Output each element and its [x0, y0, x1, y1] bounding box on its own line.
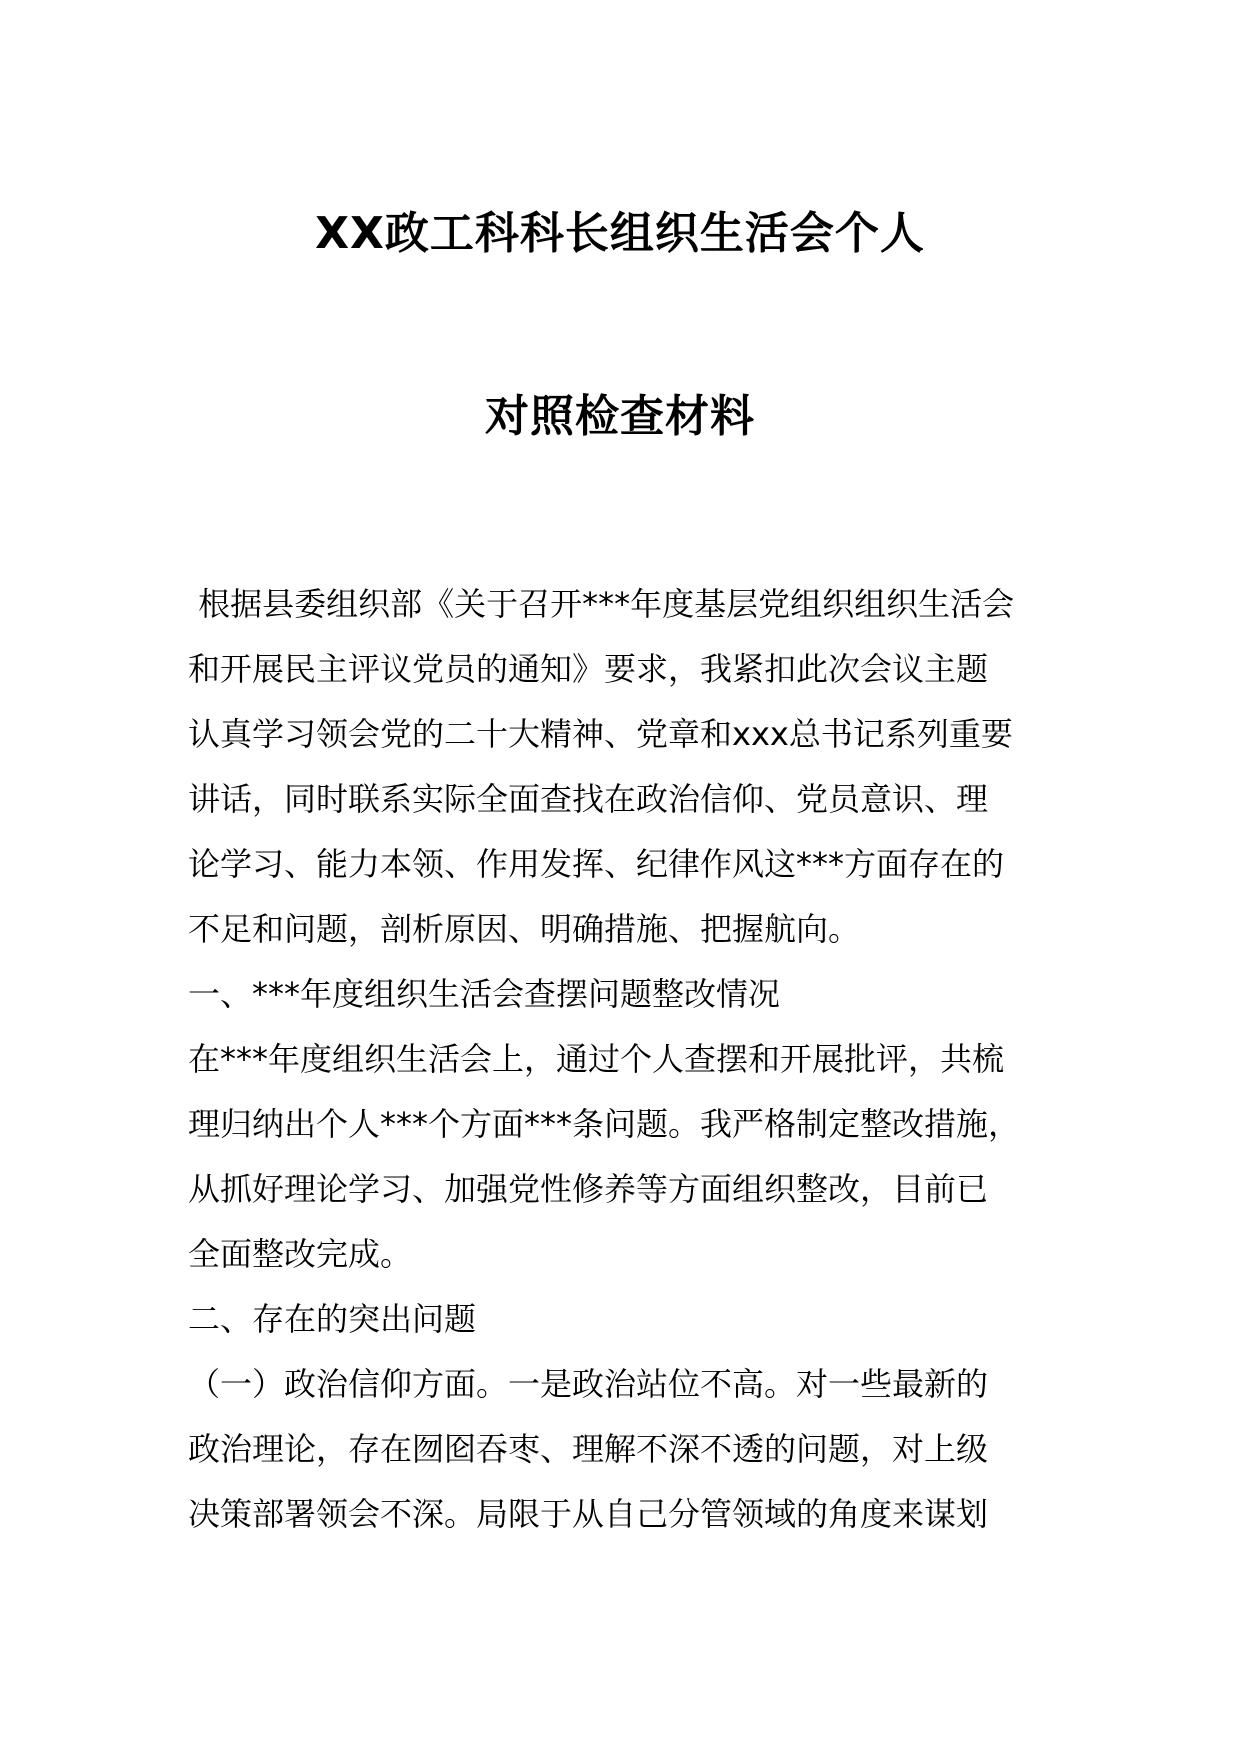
- body-line: 不足和问题，剖析原因、明确措施、把握航向。: [188, 910, 861, 948]
- document-body: [188, 572, 1088, 1547]
- document-title-line-2: 对照检查材料: [485, 391, 755, 442]
- body-line: 论学习、能力本领、作用发挥、纪律作风这***方面存在的: [188, 845, 1005, 883]
- section-heading-2: 二、存在的突出问题: [188, 1300, 477, 1338]
- body-line: 根据县委组织部《关于召开***年度基层党组织组织生活会: [188, 585, 1015, 623]
- body-line: 决策部署领会不深。局限于从自己分管领域的角度来谋划: [188, 1495, 989, 1533]
- body-line: 从抓好理论学习、加强党性修养等方面组织整改，目前已: [188, 1170, 989, 1208]
- body-line: 理归纳出个人***个方面***条问题。我严格制定整改措施，: [188, 1105, 1021, 1143]
- body-line: 政治理论，存在囫囵吞枣、理解不深不透的问题，对上级: [188, 1430, 989, 1468]
- body-line: 认真学习领会党的二十大精神、党章和xxx总书记系列重要: [188, 715, 1013, 753]
- body-line: 在***年度组织生活会上，通过个人查摆和开展批评，共梳: [188, 1040, 1005, 1078]
- section-heading-1: 一、***年度组织生活会查摆问题整改情况: [188, 975, 781, 1013]
- body-line: 全面整改完成。: [188, 1235, 413, 1273]
- body-line: 讲话，同时联系实际全面查找在政治信仰、党员意识、理: [188, 780, 989, 818]
- body-line: 和开展民主评议党员的通知》要求，我紧扣此次会议主题: [188, 650, 989, 688]
- body-line: （一）政治信仰方面。一是政治站位不高。对一些最新的: [188, 1365, 989, 1403]
- document-title-line-1: XX政工科科长组织生活会个人: [315, 208, 925, 259]
